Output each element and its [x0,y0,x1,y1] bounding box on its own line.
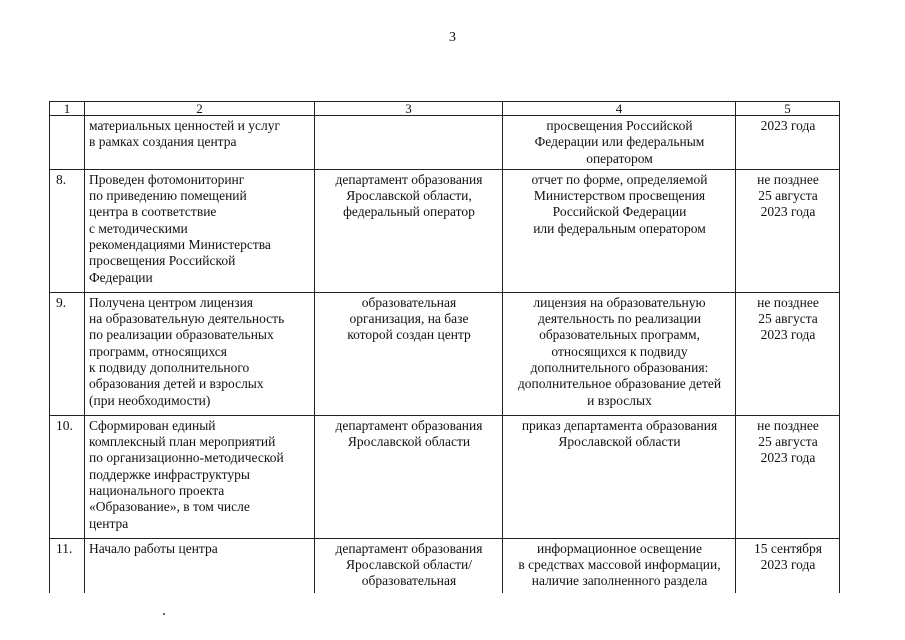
table-row [50,415,840,538]
row-deadline: не позднее 25 августа 2023 года [736,169,840,292]
scan-speck [163,613,165,615]
header-row [50,102,840,116]
table-row [50,538,840,593]
header-col-2: 2 [85,102,315,116]
row-number: 11. [50,538,85,593]
row-result: отчет по форме, определяемой Министерством просвещения Российской Федерации или федеральным оператором [503,169,736,292]
row-result: просвещения Российской Федерации или федеральным оператором [503,116,736,170]
table-row [50,169,840,292]
row-event: Начало работы центра [85,538,315,593]
row-result: приказ департамента образования Ярославской области [503,415,736,538]
table-row [50,116,840,170]
header-col-1: 1 [50,102,85,116]
row-number: 10. [50,415,85,538]
row-number [50,116,85,170]
row-responsible [315,116,503,170]
page-number: 3 [449,30,456,45]
header-col-3: 3 [315,102,503,116]
row-number: 9. [50,292,85,415]
row-responsible: департамент образования Ярославской области/ образовательная [315,538,503,593]
header-col-5: 5 [736,102,840,116]
row-result: информационное освещение в средствах массовой информации, наличие заполненного раздела [503,538,736,593]
row-event: материальных ценностей и услуг в рамках создания центра [85,116,315,170]
plan-table [49,101,840,593]
row-responsible: департамент образования Ярославской области, федеральный оператор [315,169,503,292]
table-row [50,292,840,415]
row-event: Проведен фотомониторинг по приведению помещений центра в соответствие с методическими рекомендациями Министерства просвещения Российской Федерации [85,169,315,292]
row-deadline: не позднее 25 августа 2023 года [736,292,840,415]
row-event: Сформирован единый комплексный план мероприятий по организационно-методической поддержке инфраструктуры национального проекта «Образование», в том числе центра [85,415,315,538]
header-col-4: 4 [503,102,736,116]
row-number: 8. [50,169,85,292]
row-deadline: не позднее 25 августа 2023 года [736,415,840,538]
row-event: Получена центром лицензия на образовательную деятельность по реализации образовательных программ, относящихся к подвиду дополнительного образования детей и взрослых (при необходимости) [85,292,315,415]
row-result: лицензия на образовательную деятельность по реализации образовательных программ, относящихся к подвиду дополнительного образования: дополнительное образование детей и взрослых [503,292,736,415]
row-responsible: образовательная организация, на базе которой создан центр [315,292,503,415]
row-deadline: 15 сентября 2023 года [736,538,840,593]
row-deadline: 2023 года [736,116,840,170]
row-responsible: департамент образования Ярославской области [315,415,503,538]
